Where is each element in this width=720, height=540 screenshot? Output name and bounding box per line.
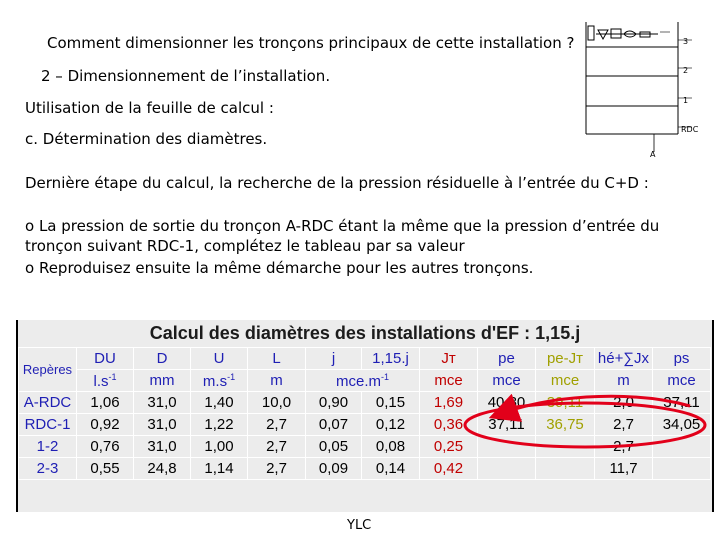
- unit-jt: mce: [420, 370, 478, 392]
- cell-pe: 40,80: [478, 392, 536, 414]
- diagram-label-rdc: RDC: [681, 125, 699, 134]
- unit-du: [77, 370, 134, 392]
- cell-l: 2,7: [248, 458, 306, 480]
- header-j: j: [306, 348, 362, 370]
- section-subtitle: 2 – Dimensionnement de l’installation.: [41, 67, 331, 85]
- cell-j115: 0,08: [362, 436, 420, 458]
- bullet-2: o Reproduisez ensuite la même démarche pour les autres tronçons.: [25, 259, 534, 277]
- cell-du: 0,76: [77, 436, 134, 458]
- cell-he-sum-jx: 2,7: [595, 414, 653, 436]
- cell-u: 1,40: [191, 392, 248, 414]
- row-label: A-RDC: [19, 392, 77, 414]
- row-label: RDC-1: [19, 414, 77, 436]
- cell-jt: 0,25: [420, 436, 478, 458]
- diameter-calculation-sheet: [16, 320, 714, 512]
- cell-u: 1,14: [191, 458, 248, 480]
- cell-j: 0,09: [306, 458, 362, 480]
- cell-j: 0,07: [306, 414, 362, 436]
- cell-j115: 0,12: [362, 414, 420, 436]
- table-row: [19, 458, 711, 480]
- cell-he-sum-jx: 2,0: [595, 392, 653, 414]
- unit-he: m: [595, 370, 653, 392]
- cell-l: 2,7: [248, 436, 306, 458]
- cell-jt: 0,42: [420, 458, 478, 480]
- table-row: [19, 392, 711, 414]
- text-last-step: Dernière étape du calcul, la recherche de la pression résiduelle à l’entrée du C+D :: [25, 174, 649, 192]
- unit-l: m: [248, 370, 306, 392]
- unit-pe-jt: mce: [536, 370, 595, 392]
- cell-ps: [653, 436, 711, 458]
- cell-u: 1,22: [191, 414, 248, 436]
- table-row: [19, 436, 711, 458]
- cell-jt: 1,69: [420, 392, 478, 414]
- header-u: U: [191, 348, 248, 370]
- table-row: [19, 414, 711, 436]
- unit-pe: mce: [478, 370, 536, 392]
- cell-pe-jt: [536, 436, 595, 458]
- header-d: D: [134, 348, 191, 370]
- text-diameter-determination: c. Détermination des diamètres.: [25, 130, 268, 148]
- row-label: 1-2: [19, 436, 77, 458]
- cell-j: 0,05: [306, 436, 362, 458]
- sheet-title: Calcul des diamètres des installations d'EF : 1,15.j: [149, 323, 581, 343]
- header-reperes: Repères: [19, 348, 77, 392]
- cell-ps: 34,05: [653, 414, 711, 436]
- unit-mce-exp: -1: [380, 371, 389, 382]
- cell-pe-jt: [536, 458, 595, 480]
- bullet-1-line-2: tronçon suivant RDC-1, complétez le tableau par sa valeur: [25, 237, 465, 255]
- cell-d: 31,0: [134, 414, 191, 436]
- cell-l: 2,7: [248, 414, 306, 436]
- unit-d: mm: [134, 370, 191, 392]
- unit-mce-base: mce.m: [335, 372, 381, 390]
- unit-u-exp: -1: [227, 371, 236, 382]
- cell-he-sum-jx: 11,7: [595, 458, 653, 480]
- cell-pe: 37,11: [478, 414, 536, 436]
- cell-j: 0,90: [306, 392, 362, 414]
- cell-d: 31,0: [134, 436, 191, 458]
- bullet-1-line-1: o La pression de sortie du tronçon A-RDC étant la même que la pression d’entrée du: [25, 217, 660, 235]
- unit-u: [191, 370, 248, 392]
- diagram-label-1: 1: [683, 96, 689, 105]
- header-row-1: [19, 348, 711, 370]
- cell-j115: 0,14: [362, 458, 420, 480]
- diagram-label-a: A: [650, 150, 656, 159]
- header-pe: pe: [478, 348, 536, 370]
- header-pe-jt: pe-Jт: [536, 348, 595, 370]
- cell-l: 10,0: [248, 392, 306, 414]
- footer-author: YLC: [347, 518, 372, 533]
- unit-u-base: m.s: [202, 372, 228, 390]
- cell-ps: [653, 458, 711, 480]
- header-row-2: [19, 370, 711, 392]
- header-he-sum-jx: hé+∑Jx: [595, 348, 653, 370]
- cell-jt: 0,36: [420, 414, 478, 436]
- cell-j115: 0,15: [362, 392, 420, 414]
- header-l: L: [248, 348, 306, 370]
- cell-d: 31,0: [134, 392, 191, 414]
- header-du: DU: [77, 348, 134, 370]
- row-label: 2-3: [19, 458, 77, 480]
- diagram-label-2: 2: [683, 66, 689, 75]
- cell-d: 24,8: [134, 458, 191, 480]
- cell-pe-jt: 39,11: [536, 392, 595, 414]
- cell-ps: 37,11: [653, 392, 711, 414]
- header-ps: ps: [653, 348, 711, 370]
- text-spreadsheet-use: Utilisation de la feuille de calcul :: [25, 99, 274, 117]
- cell-pe: [478, 436, 536, 458]
- unit-du-base: l.s: [93, 372, 109, 390]
- diagram-label-3: 3: [683, 37, 689, 46]
- cell-pe: [478, 458, 536, 480]
- cell-u: 1,00: [191, 436, 248, 458]
- cell-du: 1,06: [77, 392, 134, 414]
- table-body: [19, 392, 711, 480]
- cell-he-sum-jx: 2,7: [595, 436, 653, 458]
- question-title: Comment dimensionner les tronçons principaux de cette installation ?: [47, 34, 575, 52]
- cell-pe-jt: 36,75: [536, 414, 595, 436]
- header-jt: Jт: [420, 348, 478, 370]
- unit-ps: mce: [653, 370, 711, 392]
- installation-diagram: [582, 20, 704, 160]
- header-115j: 1,15.j: [362, 348, 420, 370]
- cell-du: 0,92: [77, 414, 134, 436]
- cell-du: 0,55: [77, 458, 134, 480]
- diagram-boiler: [588, 26, 594, 40]
- unit-du-exp: -1: [108, 371, 117, 382]
- calculation-table: [18, 347, 711, 480]
- unit-mce-per-m: [306, 370, 420, 392]
